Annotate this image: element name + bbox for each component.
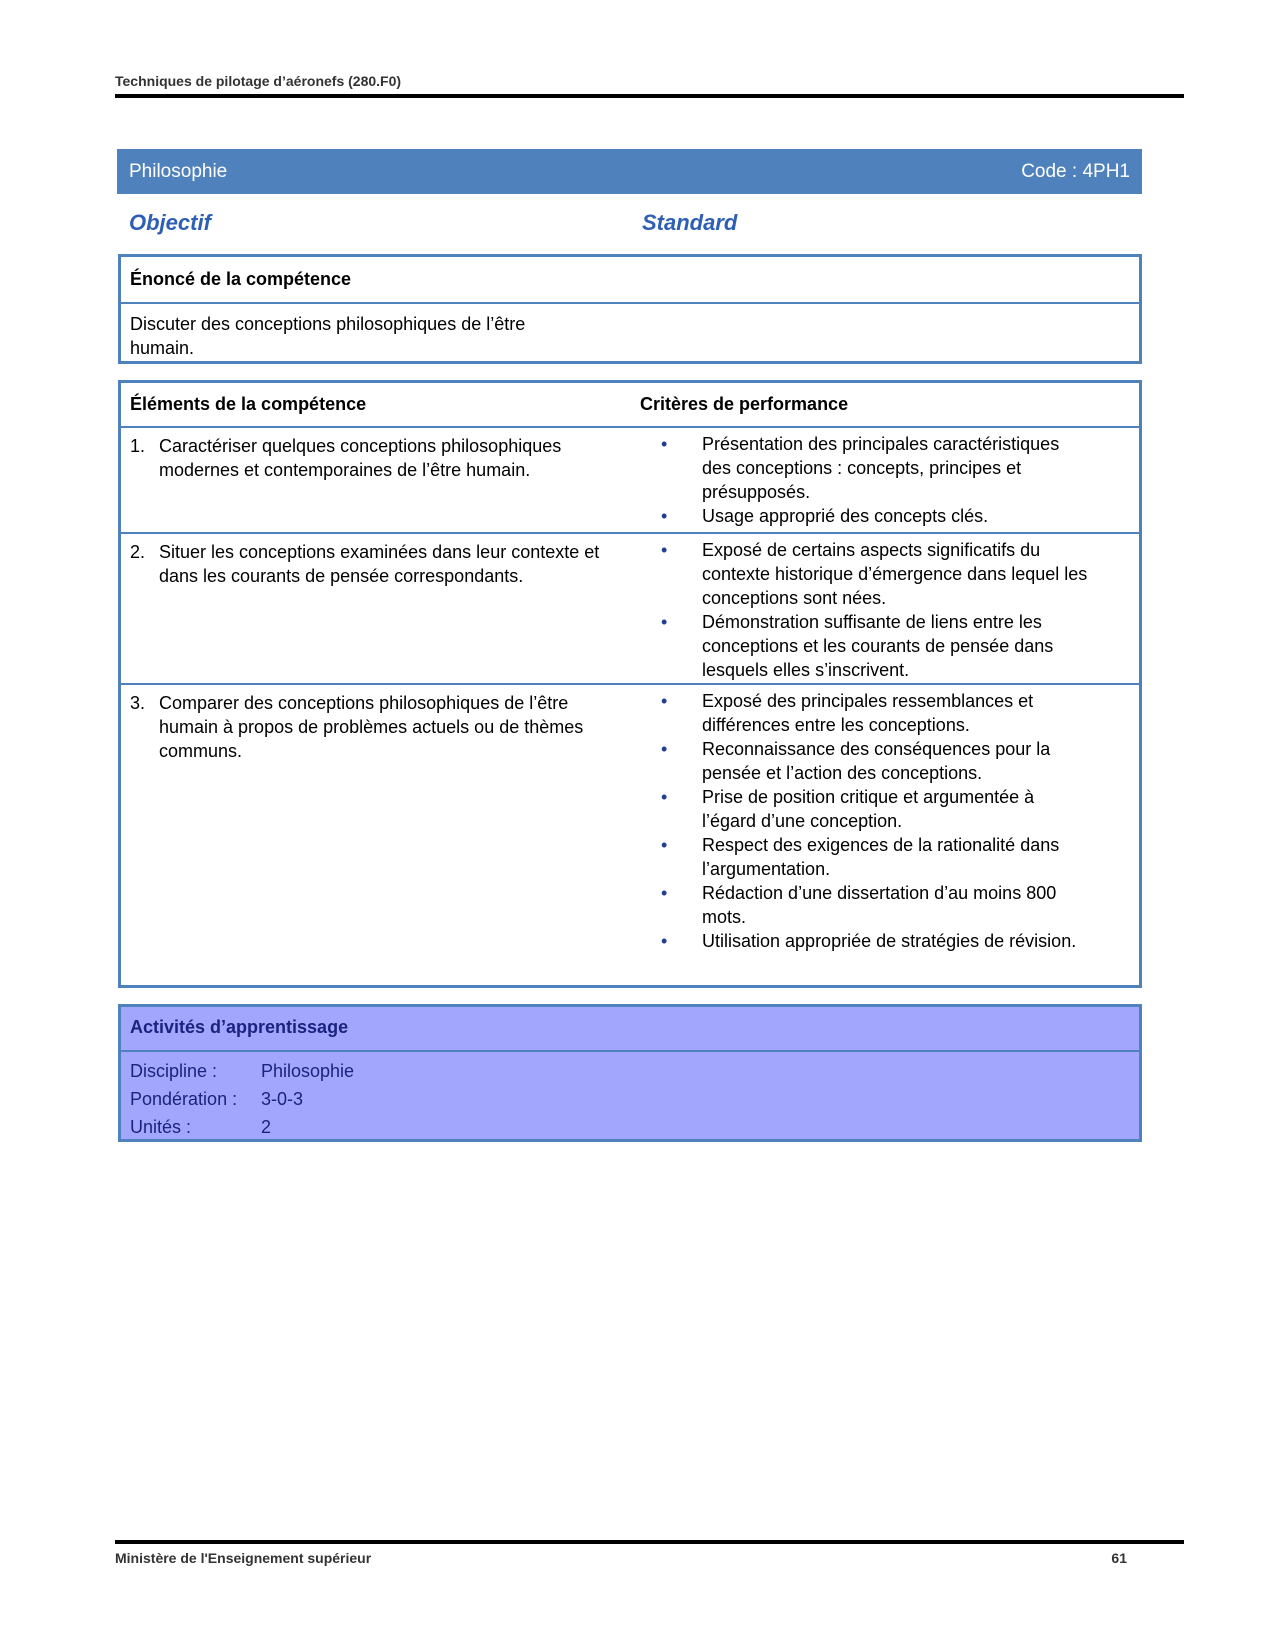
enonce-box	[118, 254, 1142, 364]
bullet-icon: •	[661, 787, 668, 807]
element-item	[130, 540, 600, 588]
bullet-icon: •	[661, 612, 668, 632]
objective-row	[129, 210, 749, 238]
enonce-heading: Énoncé de la compétence	[121, 257, 1139, 304]
page-footer	[115, 1540, 1184, 1566]
bullet-icon: •	[661, 835, 668, 855]
activites-box	[118, 1004, 1142, 1142]
bullet-icon: •	[661, 739, 668, 759]
bullet-icon: •	[661, 691, 668, 711]
course-subject: Philosophie	[129, 160, 228, 182]
table-row	[121, 685, 1139, 981]
unites-label: Unités :	[130, 1117, 192, 1137]
criterion-text: Respect des exigences de la rationalité dans l’argumentation.	[702, 835, 1060, 879]
ponderation-row	[121, 1085, 1139, 1113]
criterion-text: Exposé des principales ressemblances et différences entre les conceptions.	[702, 691, 1034, 735]
criterion-text: Prise de position critique et argumentée à l’égard d’une conception.	[702, 787, 1035, 831]
element-number: 1.	[130, 436, 146, 456]
element-text: Comparer des conceptions philosophiques de l’être humain à propos de problèmes actuels ou de thèmes communs.	[159, 693, 584, 761]
bullet-icon: •	[661, 434, 668, 454]
unites-value: 2	[261, 1117, 272, 1137]
criteria-list	[661, 432, 1091, 528]
criterion-item	[661, 785, 1091, 833]
criterion-text: Usage approprié des concepts clés.	[702, 506, 989, 526]
header-title: Techniques de pilotage d’aéronefs (280.F0)	[115, 73, 402, 89]
bullet-icon: •	[661, 540, 668, 560]
criterion-item	[661, 504, 1091, 528]
discipline-row	[121, 1057, 1139, 1085]
unites-row	[121, 1113, 1139, 1141]
element-number: 3.	[130, 693, 146, 713]
criterion-text: Reconnaissance des conséquences pour la pensée et l’action des conceptions.	[702, 739, 1051, 783]
criterion-text: Exposé de certains aspects significatifs du contexte historique d’émergence dans lequel les conceptions sont nées.	[702, 540, 1088, 608]
footer-rule	[115, 1540, 1184, 1544]
criterion-item	[661, 610, 1091, 682]
criterion-text: Rédaction d’une dissertation d’au moins 800 mots.	[702, 883, 1057, 927]
footer-text	[115, 1550, 1184, 1566]
elements-box	[118, 380, 1142, 988]
table-row	[121, 428, 1139, 534]
criterion-item	[661, 881, 1091, 929]
ponderation-value: 3-0-3	[261, 1089, 304, 1109]
ponderation-label: Pondération :	[130, 1089, 238, 1109]
element-item	[130, 434, 600, 482]
course-titlebar	[117, 149, 1142, 194]
criterion-text: Présentation des principales caractéristiques des conceptions : concepts, principes et présupposés.	[702, 434, 1060, 502]
elements-header	[121, 383, 1139, 428]
page-header	[115, 70, 1184, 98]
criterion-item	[661, 833, 1091, 881]
bullet-icon: •	[661, 931, 668, 951]
footer-ministry: Ministère de l'Enseignement supérieur	[115, 1550, 372, 1566]
element-item	[130, 691, 600, 763]
criterion-text: Démonstration suffisante de liens entre les conceptions et les courants de pensée dans lesquels elles s’inscrivent.	[702, 612, 1054, 680]
criterion-item	[661, 929, 1091, 953]
standard-label: Standard	[642, 210, 738, 235]
activites-heading: Activités d’apprentissage	[121, 1007, 1139, 1052]
criteria-heading: Critères de performance	[640, 394, 849, 414]
element-number: 2.	[130, 542, 146, 562]
criterion-item	[661, 737, 1091, 785]
page-number: 61	[1111, 1550, 1127, 1566]
criteria-list	[661, 538, 1091, 682]
elements-heading: Éléments de la compétence	[130, 394, 367, 414]
criterion-item	[661, 689, 1091, 737]
criterion-text: Utilisation appropriée de stratégies de révision.	[702, 931, 1077, 951]
table-row	[121, 534, 1139, 685]
objectif-label: Objectif	[129, 210, 211, 235]
criterion-item	[661, 432, 1091, 504]
criterion-item	[661, 538, 1091, 610]
bullet-icon: •	[661, 883, 668, 903]
element-text: Situer les conceptions examinées dans leur contexte et dans les courants de pensée correspondants.	[159, 542, 600, 586]
header-rule	[115, 94, 1184, 98]
criteria-list	[661, 689, 1091, 953]
enonce-text: Discuter des conceptions philosophiques de l’être humain.	[130, 314, 526, 358]
discipline-value: Philosophie	[261, 1061, 355, 1081]
bullet-icon: •	[661, 506, 668, 526]
discipline-label: Discipline :	[130, 1061, 218, 1081]
element-text: Caractériser quelques conceptions philosophiques modernes et contemporaines de l’être humain.	[159, 436, 562, 480]
course-code: Code : 4PH1	[1021, 160, 1130, 182]
